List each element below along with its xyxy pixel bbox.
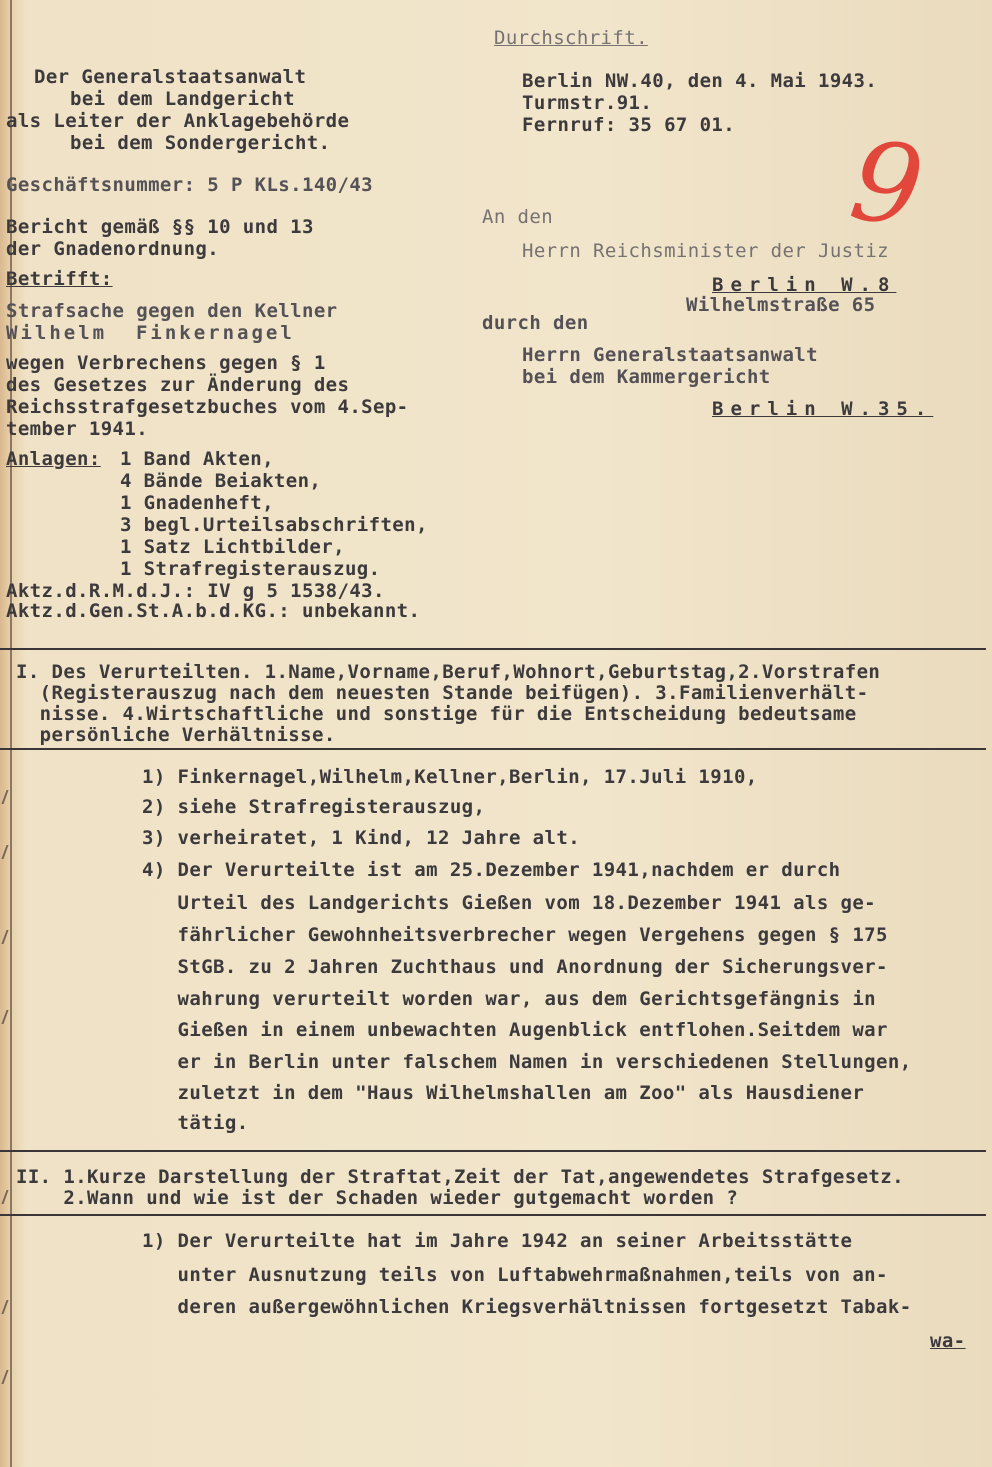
place-date: Berlin NW.40, den 4. Mai 1943. — [522, 70, 878, 92]
attachment-item: 3 begl.Urteilsabschriften, — [120, 514, 428, 536]
personal-item: fährlicher Gewohnheitsverbrecher wegen Vergehens gegen § 175 — [142, 924, 888, 946]
section-2-heading: II. 1.Kurze Darstellung der Straftat,Zeit der Tat,angewendetes Strafgesetz. — [16, 1166, 904, 1188]
attachment-item: 1 Strafregisterauszug. — [120, 558, 381, 580]
section-divider — [0, 748, 986, 750]
sender-line: als Leiter der Anklagebehörde — [6, 110, 350, 132]
via-name-2: bei dem Kammergericht — [522, 366, 771, 388]
recipient-city: Berlin W.8 — [712, 274, 897, 296]
offense-item: 1) Der Verurteilte hat im Jahre 1942 an seiner Arbeitsstätte — [142, 1230, 853, 1252]
red-handwritten-number: 9 — [843, 115, 931, 253]
personal-item: tätig. — [142, 1112, 249, 1134]
attachments-label: Anlagen: — [6, 448, 101, 470]
subject-line: wegen Verbrechens gegen § 1 — [6, 352, 326, 374]
file-number: Geschäftsnummer: 5 P KLs.140/43 — [6, 174, 374, 196]
sender-line: Der Generalstaatsanwalt — [34, 66, 307, 88]
recipient-to: An den — [482, 206, 554, 228]
personal-item: er in Berlin unter falschem Namen in verschiedenen Stellungen, — [142, 1051, 912, 1073]
subject-line: Reichsstrafgesetzbuches vom 4.Sep- — [6, 396, 409, 418]
personal-item: 4) Der Verurteilte ist am 25.Dezember 1941,nachdem er durch — [142, 859, 841, 881]
section-divider — [0, 1150, 986, 1152]
sender-phone: Fernruf: 35 67 01. — [522, 114, 736, 136]
personal-item: zuletzt in dem "Haus Wilhelmshallen am Zoo" als Hausdiener — [142, 1082, 865, 1104]
sender-line: bei dem Sondergericht. — [70, 132, 331, 154]
file-ref-court: Aktz.d.Gen.St.A.b.d.KG.: unbekannt. — [6, 600, 421, 622]
section-2-heading: 2.Wann und wie ist der Schaden wieder gutgemacht worden ? — [16, 1187, 739, 1209]
offense-item: deren außergewöhnlichen Kriegsverhältnissen fortgesetzt Tabak- — [142, 1296, 912, 1318]
attachment-item: 4 Bände Beiakten, — [120, 470, 322, 492]
section-1-heading: persönliche Verhältnisse. — [16, 724, 336, 746]
subject-line: Strafsache gegen den Kellner — [6, 300, 338, 322]
report-line: Bericht gemäß §§ 10 und 13 — [6, 216, 314, 238]
attachment-item: 1 Band Akten, — [120, 448, 274, 470]
via-name-1: Herrn Generalstaatsanwalt — [522, 344, 818, 366]
recipient-street: Wilhelmstraße 65 — [686, 294, 876, 316]
recipient-via: durch den — [482, 312, 589, 334]
via-city: Berlin W.35. — [712, 398, 934, 420]
subject-line: tember 1941. — [6, 418, 149, 440]
file-ref-ministry: Aktz.d.R.M.d.J.: IV g 5 1538/43. — [6, 580, 385, 602]
section-1-heading: nisse. 4.Wirtschaftliche und sonstige für die Entscheidung bedeutsame — [16, 703, 857, 725]
personal-item: wahrung verurteilt worden war, aus dem Gerichtsgefängnis in — [142, 988, 877, 1010]
personal-item: 3) verheiratet, 1 Kind, 12 Jahre alt. — [142, 827, 581, 849]
section-divider — [0, 1214, 986, 1216]
subject-label: Betrifft: — [6, 268, 113, 290]
personal-item: 2) siehe Strafregisterauszug, — [142, 796, 486, 818]
personal-item: Gießen in einem unbewachten Augenblick entflohen.Seitdem war — [142, 1019, 888, 1041]
recipient-name: Herrn Reichsminister der Justiz — [522, 240, 890, 262]
section-1-heading: (Registerauszug nach dem neuesten Stande beifügen). 3.Familienverhält- — [16, 682, 869, 704]
offense-item: unter Ausnutzung teils von Luftabwehrmaßnahmen,teils von an- — [142, 1264, 888, 1286]
subject-line: Wilhelm Finkernagel — [6, 322, 295, 344]
attachment-item: 1 Gnadenheft, — [120, 492, 274, 514]
subject-line: des Gesetzes zur Änderung des — [6, 374, 350, 396]
report-line: der Gnadenordnung. — [6, 238, 220, 260]
personal-item: StGB. zu 2 Jahren Zuchthaus und Anordnung der Sicherungsver- — [142, 956, 888, 978]
page-continuation: wa- — [930, 1330, 966, 1352]
personal-item: 1) Finkernagel,Wilhelm,Kellner,Berlin, 17.Juli 1910, — [142, 766, 758, 788]
sender-line: bei dem Landgericht — [70, 88, 295, 110]
personal-item: Urteil des Landgerichts Gießen vom 18.Dezember 1941 als ge- — [142, 892, 877, 914]
section-1-heading: I. Des Verurteilten. 1.Name,Vorname,Beruf,Wohnort,Geburtstag,2.Vorstrafen — [16, 661, 881, 683]
sender-street: Turmstr.91. — [522, 92, 653, 114]
section-divider — [0, 648, 986, 650]
attachment-item: 1 Satz Lichtbilder, — [120, 536, 345, 558]
copy-label: Durchschrift. — [494, 27, 648, 49]
